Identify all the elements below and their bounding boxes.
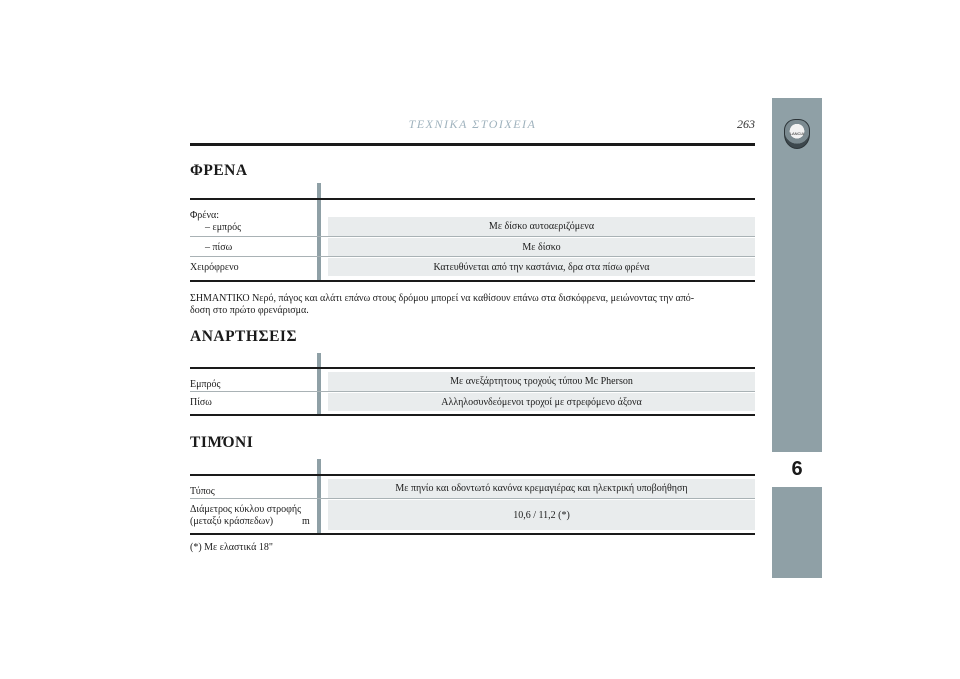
turning-diameter-unit: m [302, 516, 310, 527]
note-line-2: δοση στο πρώτο φρενάρισμα. [190, 305, 309, 316]
note-line-1: ΣΗΜΑΝΤΙΚΟ Νερό, πάγος και αλάτι επάνω στους δρόμου μπορεί να καθίσουν επάνω στα δισκόφρενα, μειώνοντας την από- [190, 293, 695, 304]
suspension-rear-label: Πίσω [190, 397, 212, 408]
steering-type-value: Με πηνίο και οδοντωτό κανόνα κρεμαγιέρας και ηλεκτρική υποβοήθηση [328, 479, 755, 498]
brakes-table-top-rule [190, 198, 755, 200]
suspension-table-bar [317, 353, 321, 415]
brakes-front-label: – εμπρός [205, 222, 242, 233]
brakes-rear-value: Με δίσκο [328, 238, 755, 256]
row-separator [190, 391, 755, 392]
turning-diameter-label-line2: (μεταξύ κράσπεδων) [190, 516, 274, 527]
header-rule [190, 143, 755, 146]
lancia-logo-icon [784, 119, 810, 149]
suspension-table-top-rule [190, 367, 755, 369]
running-head [190, 117, 755, 133]
tyre-footnote: (*) Με ελαστικά 18" [190, 542, 273, 553]
chapter-sidebar [772, 98, 822, 578]
steering-type-label: Τύπος [190, 486, 215, 497]
brakes-front-value: Με δίσκο αυτοαεριζόμενα [328, 217, 755, 236]
logo-text: LANCIA [789, 131, 805, 136]
suspension-table-bottom-rule [190, 414, 755, 416]
brakes-rear-label: – πίσω [205, 242, 233, 253]
row-separator [190, 498, 755, 499]
turning-diameter-value: 10,6 / 11,2 (*) [328, 500, 755, 530]
steering-table-top-rule [190, 474, 755, 476]
row-separator [190, 256, 755, 257]
running-head-title: ΤΕΧΝΙΚΑ ΣΤΟΙΧΕΙΑ [408, 117, 537, 131]
brakes-group-label: Φρένα: [190, 210, 220, 221]
chapter-number: 6 [772, 451, 822, 488]
suspension-title: ΑΝΑΡΤΗΣΕΙΣ [190, 328, 298, 345]
handbrake-value: Κατευθύνεται από την καστάνια, δρα στα πίσω φρένα [328, 258, 755, 276]
steering-table-bar [317, 459, 321, 535]
brakes-title: ΦΡΕΝΑ [190, 162, 248, 179]
page-number: 263 [737, 117, 755, 131]
steering-table-bottom-rule [190, 533, 755, 535]
handbrake-label: Χειρόφρενο [190, 262, 239, 273]
turning-diameter-label-line1: Διάμετρος κύκλου στροφής [190, 504, 302, 515]
suspension-front-value: Με ανεξάρτητους τροχούς τύπου Mc Pherson [328, 372, 755, 391]
brakes-table-bottom-rule [190, 280, 755, 282]
row-separator [190, 236, 755, 237]
brakes-important-note [190, 293, 760, 317]
suspension-front-label: Εμπρός [190, 379, 221, 390]
suspension-rear-value: Αλληλοσυνδεόμενοι τροχοί με στρεφόμενο άξονα [328, 393, 755, 411]
steering-title: ΤΙΜΌΝΙ [190, 434, 254, 451]
